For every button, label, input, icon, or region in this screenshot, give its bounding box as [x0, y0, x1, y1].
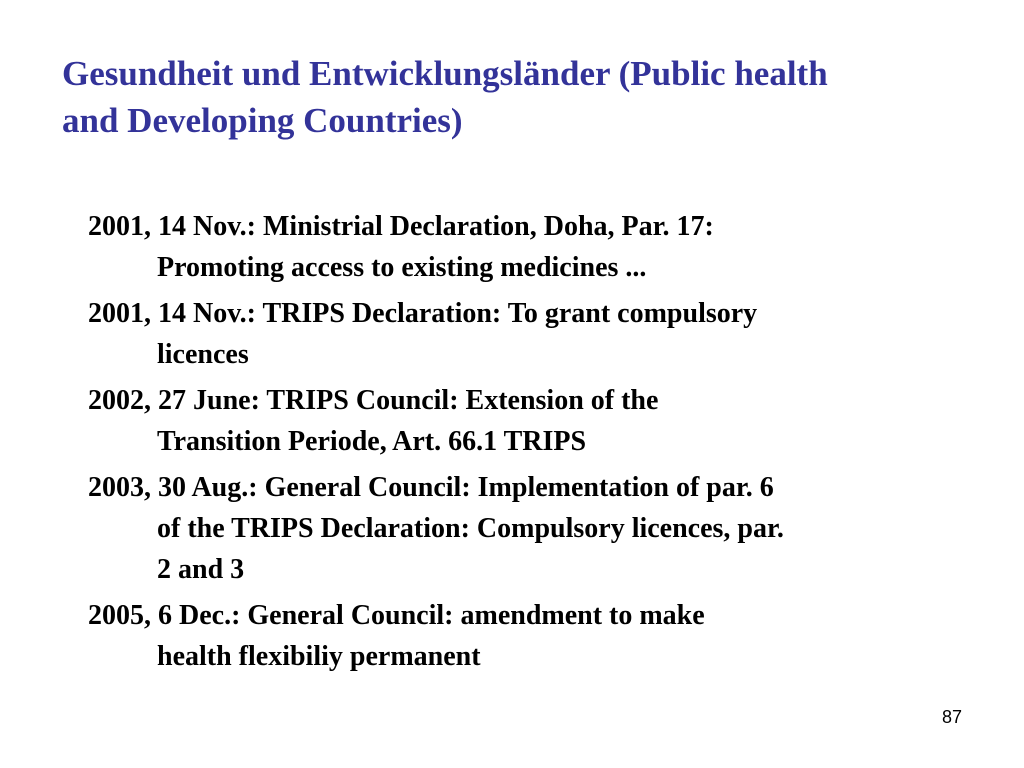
timeline-list: [88, 206, 968, 682]
timeline-entry-general-council-2003: [88, 467, 968, 590]
title-line: and Developing Countries): [62, 101, 463, 140]
timeline-entry-trips-council: [88, 380, 968, 462]
entry-line: Promoting access to existing medicines ...: [157, 252, 647, 283]
timeline-entry-trips-declaration: [88, 293, 968, 375]
entry-line: 2001, 14 Nov.: TRIPS Declaration: To grant compulsory: [88, 298, 758, 329]
entry-line: 2003, 30 Aug.: General Council: Implementation of par. 6: [88, 472, 774, 503]
timeline-entry-general-council-2005: [88, 595, 968, 677]
slide-title: [62, 50, 982, 144]
entry-line: health flexibiliy permanent: [157, 641, 481, 672]
entry-line: 2005, 6 Dec.: General Council: amendment to make: [88, 600, 705, 631]
page-number: 87: [941, 707, 962, 727]
entry-line: 2 and 3: [157, 554, 245, 585]
entry-line: 2002, 27 June: TRIPS Council: Extension of the: [88, 385, 659, 416]
entry-line: licences: [157, 339, 249, 370]
timeline-entry-doha-declaration: [88, 206, 968, 288]
entry-line: Transition Periode, Art. 66.1 TRIPS: [157, 426, 587, 457]
entry-line: of the TRIPS Declaration: Compulsory licences, par.: [157, 513, 784, 544]
entry-line: 2001, 14 Nov.: Ministrial Declaration, Doha, Par. 17:: [88, 211, 714, 242]
title-line: Gesundheit und Entwicklungsländer (Public health: [62, 54, 828, 93]
